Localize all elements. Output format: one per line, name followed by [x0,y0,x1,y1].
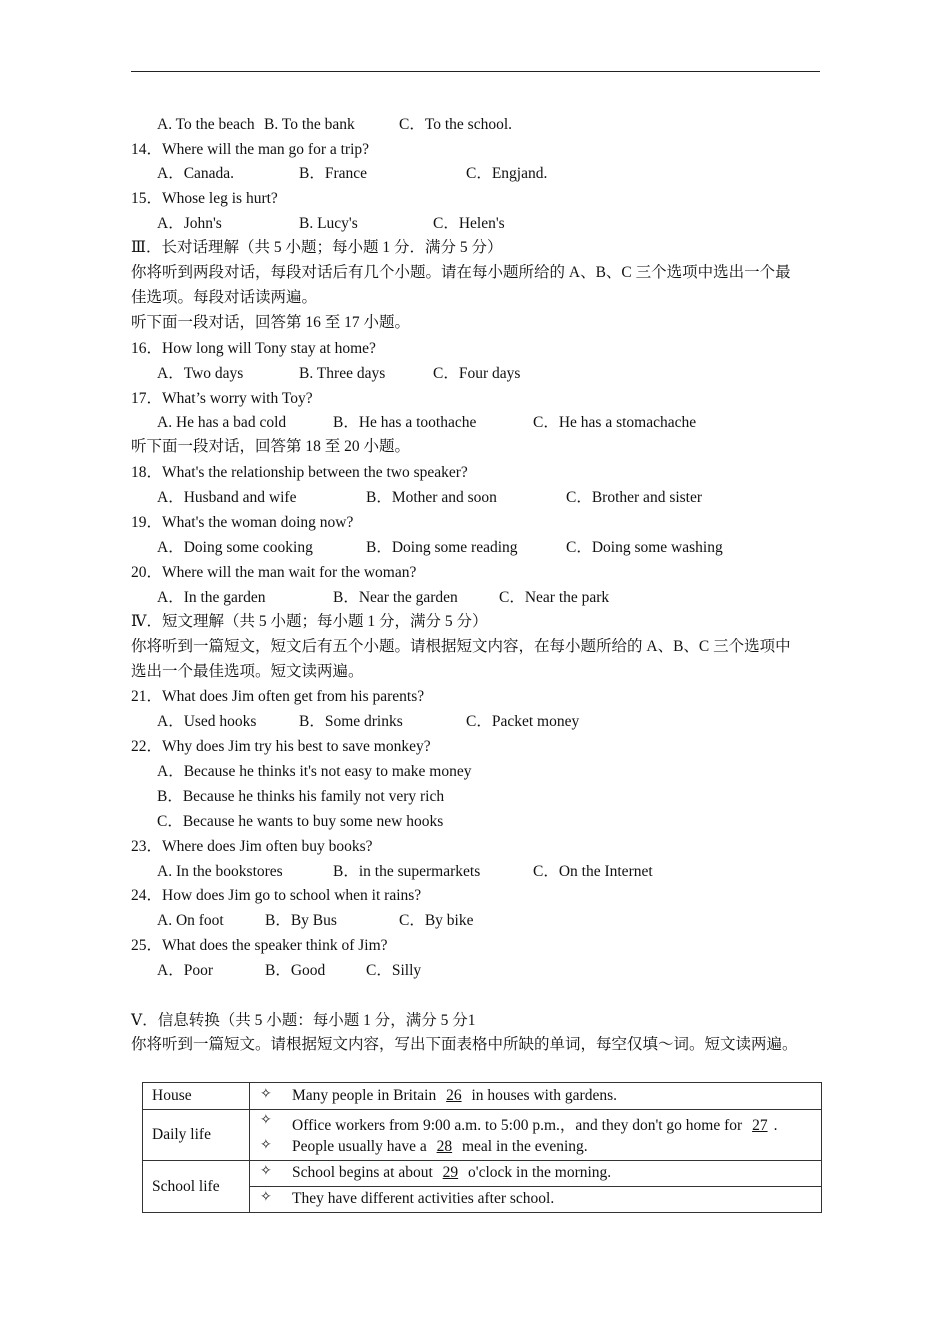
bullet-icon: ✧ [260,1189,272,1205]
option: A. He has a bad cold [157,414,287,431]
question-stem: 25．What does the speaker think of Jim? [131,937,388,954]
answer-blank: 27 [752,1117,768,1134]
question-stem: 20．Where will the man wait for the woman? [131,564,417,581]
row-content [250,1083,822,1110]
option: B．Near the garden [333,589,458,606]
answer-blank: 26 [446,1086,462,1104]
question-stem: 24．How does Jim go to school when it rains? [131,887,422,904]
option: B. Lucy's [299,215,358,232]
sub-instructions: 听下面一段对话，回答第 18 至 20 小题。 [131,438,411,455]
section-title: Ⅲ．长对话理解（共 5 小题；每小题 1 分．满分 5 分） [131,239,503,256]
header-rule [131,71,820,72]
section-instructions: 你将听到一篇短文。请根据短文内容，写出下面表格中所缺的单词，每空仅填～词。短文读两遍。 [131,1036,798,1053]
option: C．Brother and sister [566,489,703,506]
option: A. In the bookstores [157,863,283,880]
option: A．Husband and wife [157,489,297,506]
bullet-icon: ✧ [260,1085,272,1102]
question-stem: 18．What's the relationship between the two speaker? [131,464,468,481]
option: A．In the garden [157,589,266,606]
question-stem: 22．Why does Jim try his best to save monkey? [131,738,431,755]
row-content [250,1161,822,1213]
row-label: School life [143,1161,250,1213]
section-title: Ⅳ．短文理解（共 5 小题；每小题 1 分，满分 5 分） [131,613,488,630]
option: A．John's [157,215,222,232]
row-content [250,1110,822,1161]
option: C．Doing some washing [566,539,723,556]
section-title: Ⅴ．信息转换（共 5 小题：每小题 1 分，满分 5 分1 [131,1012,476,1029]
table-row [143,1083,822,1110]
bullet-icon: ✧ [260,1112,272,1128]
option: A. To the beach [157,116,255,133]
table-row [143,1161,822,1213]
option: C．To the school. [399,116,513,133]
option: B．in the supermarkets [333,863,481,880]
answer-blank: 29 [442,1164,459,1181]
option: C．By bike [399,912,474,929]
question-stem: 23．Where does Jim often buy books? [131,838,373,855]
option: A．Poor [157,962,213,979]
row-text: Many people in Britain 26 in houses with gardens. [292,1086,617,1104]
option: B．Some drinks [299,713,403,730]
option: A．Doing some cooking [157,539,313,556]
option: C．Silly [366,962,422,979]
option: C．Four days [433,365,521,382]
option: B．He has a toothache [333,414,477,431]
question-stem: 15．Whose leg is hurt? [131,190,278,207]
bullet-icon: ✧ [260,1163,272,1179]
table-row [143,1110,822,1161]
option: B．France [299,165,368,182]
option: A. On foot [157,912,224,929]
question-stem: 17．What’s worry with Toy? [131,390,313,407]
question-stem: 21．What does Jim often get from his parents? [131,688,425,705]
section-instructions: 你将听到一篇短文，短文后有五个小题。请根据短文内容，在每小题所给的 A、B、C 三个选项中 [131,638,791,655]
option: B. Three days [299,365,386,382]
row-label: Daily life [143,1110,250,1161]
option: B．Good [265,962,326,979]
section-instructions: 你将听到两段对话，每段对话后有几个小题。请在每小题所给的 A、B、C 三个选项中选出一个最 [131,264,791,281]
answer-blank: 28 [436,1138,453,1155]
option: A．Used hooks [157,713,257,730]
sub-instructions: 听下面一段对话，回答第 16 至 17 小题。 [131,314,411,331]
row-text: Office workers from 9:00 a.m. to 5:00 p.m.，and they don't go home for 27 . [292,1117,778,1134]
row-label: House [143,1083,250,1110]
row-text: School begins at about 29 o'clock in the morning. [292,1164,612,1181]
option: B．Mother and soon [366,489,497,506]
option: C．He has a stomachache [533,414,697,431]
option: B. To the bank [264,116,355,133]
question-stem: 19．What's the woman doing now? [131,514,354,531]
option: C．Because he wants to buy some new hooks [157,813,444,830]
section-instructions: 选出一个最佳选项。短文读两遍。 [131,663,364,680]
option: B．Doing some reading [366,539,518,556]
info-table [142,1082,822,1213]
question-stem: 14．Where will the man go for a trip? [131,141,370,158]
option: A．Two days [157,365,244,382]
option: C．Near the park [499,589,610,606]
row-text: People usually have a 28 meal in the evening. [292,1138,588,1155]
option: C．Packet money [466,713,580,730]
row-text: They have different activities after school. [292,1190,555,1207]
option: B．By Bus [265,912,337,929]
question-stem: 16．How long will Tony stay at home? [131,340,376,357]
option: C．Helen's [433,215,505,232]
bullet-icon: ✧ [260,1137,272,1153]
option: A．Because he thinks it's not easy to make money [157,763,472,780]
option: C．Engjand. [466,165,548,182]
option: B．Because he thinks his family not very rich [157,788,445,805]
option: A．Canada. [157,165,235,182]
option: C．On the Internet [533,863,653,880]
section-instructions: 佳选项。每段对话读两遍。 [131,289,318,306]
